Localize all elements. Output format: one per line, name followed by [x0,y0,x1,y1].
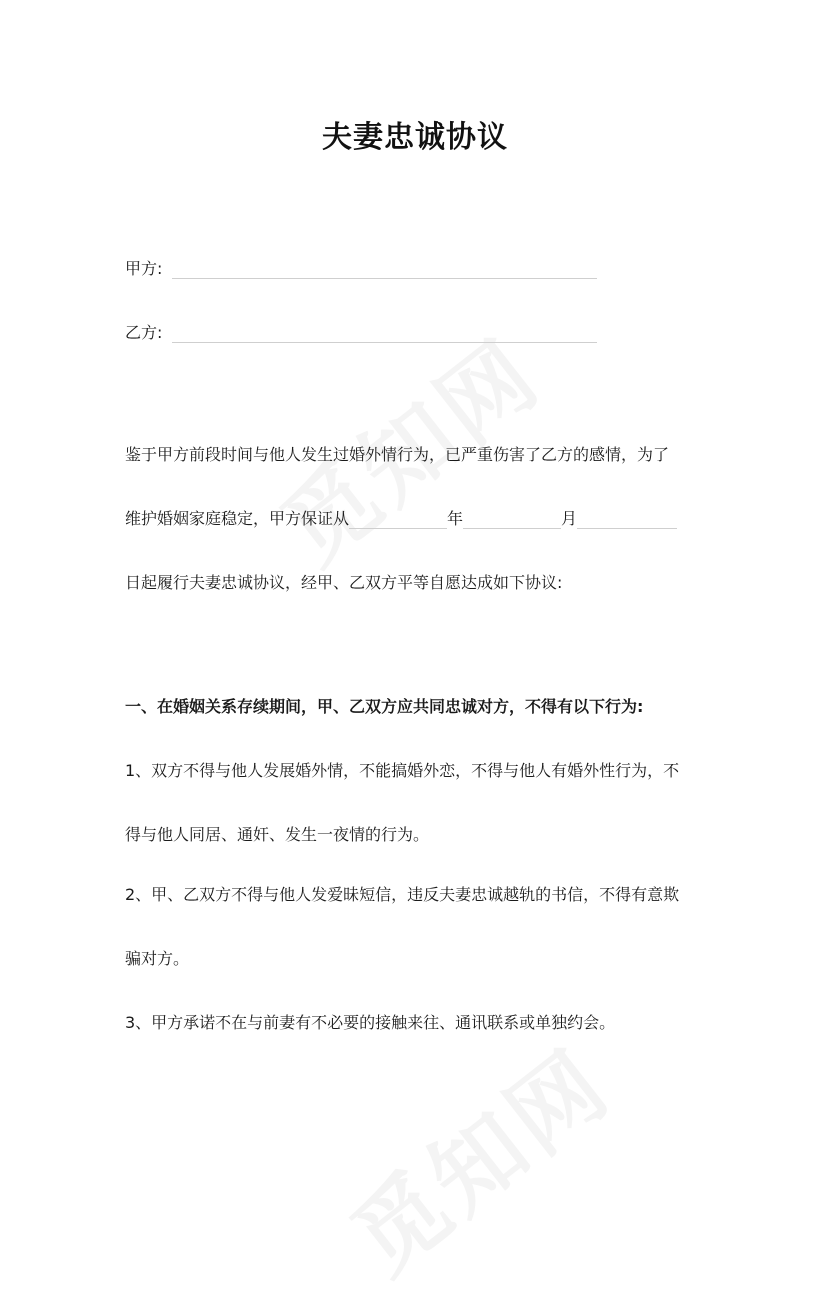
preamble-line-2 [125,506,677,529]
month-label: 月 [561,509,578,528]
year-field[interactable] [349,510,447,529]
party-a-row [125,256,597,279]
item-1-line-1: 1、双方不得与他人发展婚外情，不能搞婚外恋，不得与他人有婚外性行为，不 [125,761,680,780]
party-b-row [125,320,597,343]
year-label: 年 [447,509,464,528]
party-b-label: 乙方: [125,323,163,342]
item-1-line-2: 得与他人同居、通奸、发生一夜情的行为。 [125,825,430,844]
watermark [321,1013,634,1298]
day-field[interactable] [577,510,677,529]
item-2-line-1: 2、甲、乙双方不得与他人发爱昧短信，违反夫妻忠诚越轨的书信，不得有意欺 [125,885,680,904]
preamble-line-1: 鉴于甲方前段时间与他人发生过婚外情行为，已严重伤害了乙方的感情，为了 [125,445,670,464]
preamble-line-3: 日起履行夫妻忠诚协议，经甲、乙双方平等自愿达成如下协议: [125,573,563,592]
party-a-field[interactable] [172,260,597,279]
section-1-heading: 一、在婚姻关系存续期间，甲、乙双方应共同忠诚对方，不得有以下行为: [125,697,644,716]
item-3-line-1: 3、甲方承诺不在与前妻有不必要的接触来往、通讯联系或单独约会。 [125,1013,616,1032]
party-a-label: 甲方: [125,259,163,278]
document-title: 夫妻忠诚协议 [322,120,508,155]
party-b-field[interactable] [172,324,597,343]
preamble-line-2-prefix: 维护婚姻家庭稳定，甲方保证从 [125,509,350,528]
item-2-line-2: 骗对方。 [125,949,190,968]
month-field[interactable] [463,510,561,529]
